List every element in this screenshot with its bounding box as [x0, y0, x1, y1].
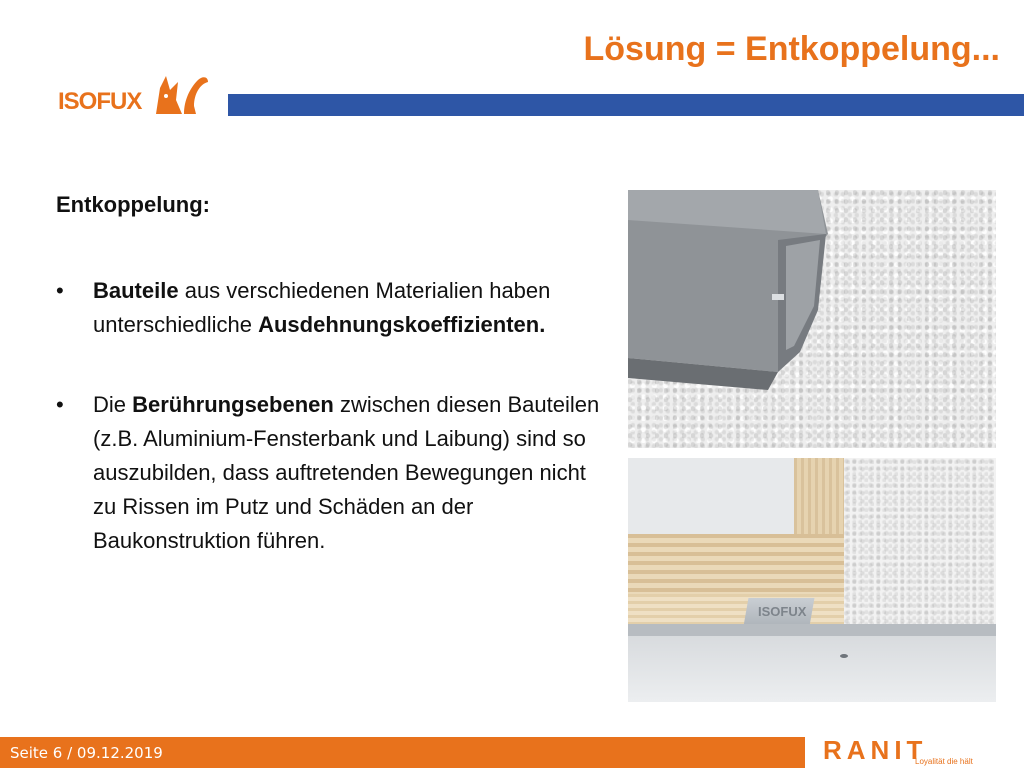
bullet-item	[56, 274, 606, 342]
bold-term: Bauteile	[93, 278, 179, 303]
window-frame-vertical	[794, 458, 844, 538]
bullet-text: zwischen diesen Bauteilen (z.B. Aluminium-Fensterbank und Laibung) sind so auszubilden, dass auftretenden Bewegungen nicht zu Rissen im Putz und Schäden an der Baukonstruktion führen.	[93, 392, 600, 553]
bold-term: Berührungsebenen	[132, 392, 334, 417]
photo-sill-detail	[628, 458, 996, 702]
bullet-text: Die	[93, 392, 133, 417]
bullet-text: aus verschiedenen Materialien haben unterschiedliche	[93, 278, 551, 337]
logo-text: ISOFUX	[58, 88, 142, 115]
sill-top-edge	[628, 624, 996, 636]
bold-term: Ausdehnungskoeffizienten.	[258, 312, 546, 337]
photo-sill-plaster	[628, 190, 996, 448]
header-bar	[228, 94, 1024, 116]
sill-hole	[840, 654, 848, 658]
bullet-marker: •	[56, 278, 64, 303]
sill-front	[628, 636, 996, 702]
bullet-list	[56, 274, 606, 558]
bullet-item	[56, 388, 606, 558]
fox-logo-icon	[150, 70, 212, 118]
ranit-logo	[815, 735, 1000, 765]
ranit-brand: RANIT	[823, 735, 928, 765]
section-heading: Entkoppelung:	[56, 192, 210, 217]
window-frame-horizontal	[628, 534, 844, 594]
slide-title: Lösung = Entkoppelung...	[583, 30, 1000, 68]
clip-label: ISOFUX	[758, 604, 807, 619]
isofux-logo	[58, 70, 218, 120]
bullet-marker: •	[56, 392, 64, 417]
page-info: Seite 6 / 09.12.2019	[10, 744, 163, 762]
plaster-wall	[844, 458, 996, 636]
sill-cap-graphic	[628, 190, 996, 448]
footer-bar	[0, 737, 805, 768]
ranit-tagline: Loyalität die hält	[915, 757, 973, 766]
